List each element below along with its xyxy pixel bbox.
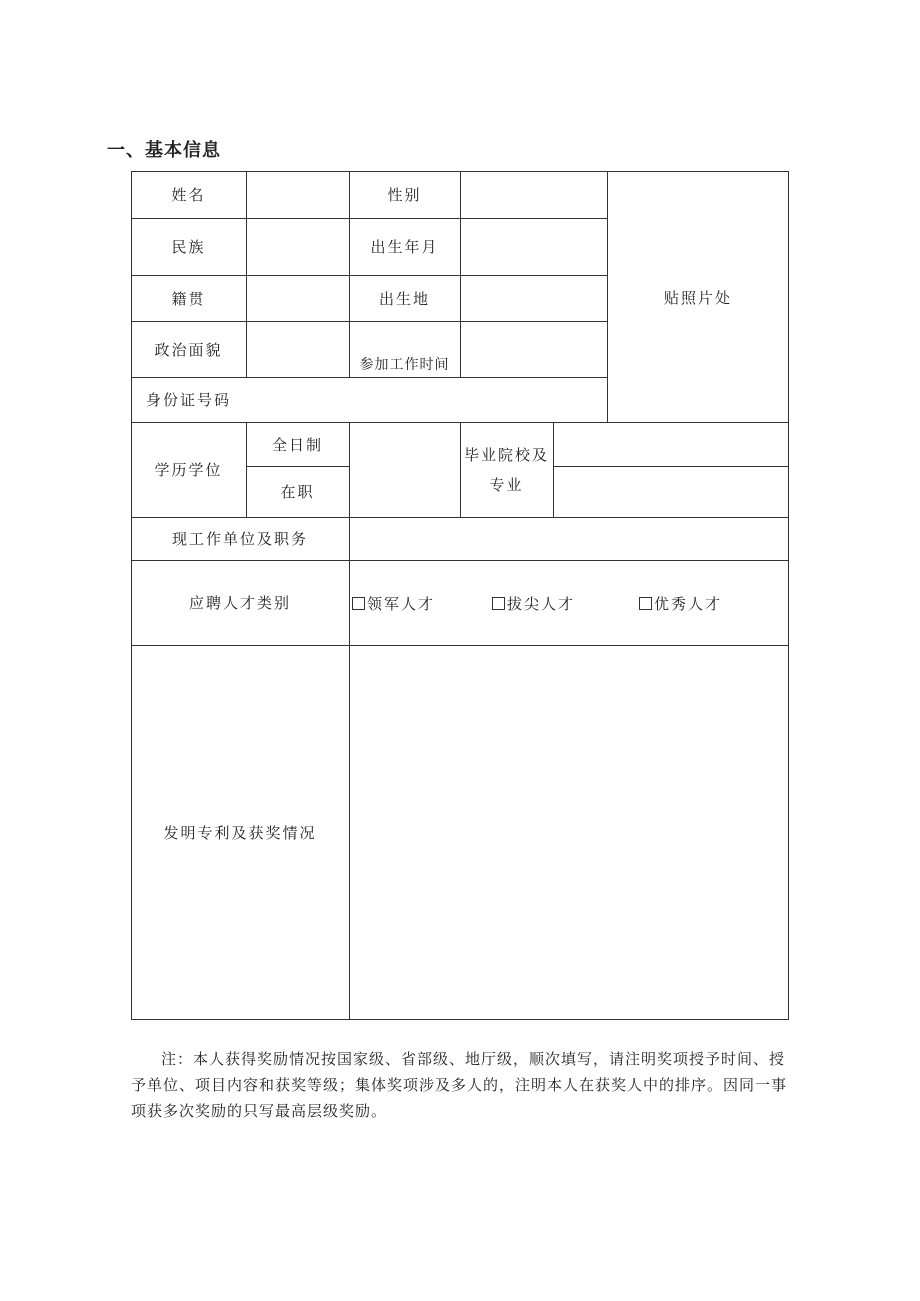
checkbox-icon[interactable] — [639, 597, 652, 610]
talent-option-label: 领军人才 — [367, 595, 436, 613]
talent-option-leading[interactable] — [352, 593, 435, 614]
ethnicity-field[interactable] — [247, 219, 349, 275]
in-service-school-field[interactable] — [554, 467, 788, 517]
talent-option-label: 拔尖人才 — [507, 595, 576, 613]
in-service-label: 在职 — [280, 483, 315, 501]
political-status-field[interactable] — [247, 322, 349, 377]
section-title: 一、基本信息 — [107, 140, 221, 161]
name-label: 姓名 — [171, 186, 206, 204]
native-place-field[interactable] — [247, 276, 349, 321]
gender-label: 性别 — [387, 186, 422, 204]
ethnicity-label: 民族 — [171, 238, 206, 256]
birth-date-field[interactable] — [461, 219, 607, 275]
name-field[interactable] — [247, 172, 349, 218]
talent-option-top[interactable] — [492, 593, 575, 614]
birth-date-label: 出生年月 — [370, 238, 439, 256]
awards-field[interactable] — [350, 646, 788, 1019]
political-status-label: 政治面貌 — [154, 340, 223, 359]
full-time-degree-field[interactable] — [350, 423, 460, 466]
footnote — [131, 1046, 799, 1124]
talent-option-label: 优秀人才 — [654, 595, 723, 613]
full-time-label: 全日制 — [271, 435, 323, 454]
work-start-field[interactable] — [461, 322, 607, 377]
in-service-degree-field[interactable] — [350, 467, 460, 517]
footnote-text: 注：本人获得奖励情况按国家级、省部级、地厅级，顺次填写，请注明奖项授予时间、授予单位、项目内容和获奖等级；集体奖项涉及多人的，注明本人在获奖人中的排序。因同一事项获多次奖励的只写最高层级奖励。 — [131, 1050, 788, 1120]
native-place-label: 籍贯 — [171, 289, 206, 308]
birth-place-field[interactable] — [461, 276, 607, 321]
birth-place-label: 出生地 — [378, 289, 430, 308]
talent-category-label: 应聘人才类别 — [188, 594, 291, 612]
id-number-label: 身份证号码 — [145, 391, 231, 409]
education-label: 学历学位 — [154, 461, 223, 479]
awards-label: 发明专利及获奖情况 — [163, 824, 317, 842]
full-time-school-field[interactable] — [554, 423, 788, 466]
checkbox-icon[interactable] — [352, 597, 365, 610]
gender-field[interactable] — [461, 172, 607, 218]
current-unit-label: 现工作单位及职务 — [171, 530, 308, 548]
school-major-line1: 毕业院校及 — [463, 445, 549, 464]
id-number-field[interactable] — [247, 378, 607, 422]
school-major-label — [460, 422, 553, 517]
school-major-line2: 专业 — [489, 475, 524, 494]
current-unit-field[interactable] — [350, 518, 788, 560]
talent-option-excellent[interactable] — [639, 593, 722, 614]
photo-placeholder[interactable]: 贴照片处 — [663, 288, 732, 307]
work-start-label: 参加工作时间 — [359, 357, 450, 373]
checkbox-icon[interactable] — [492, 597, 505, 610]
